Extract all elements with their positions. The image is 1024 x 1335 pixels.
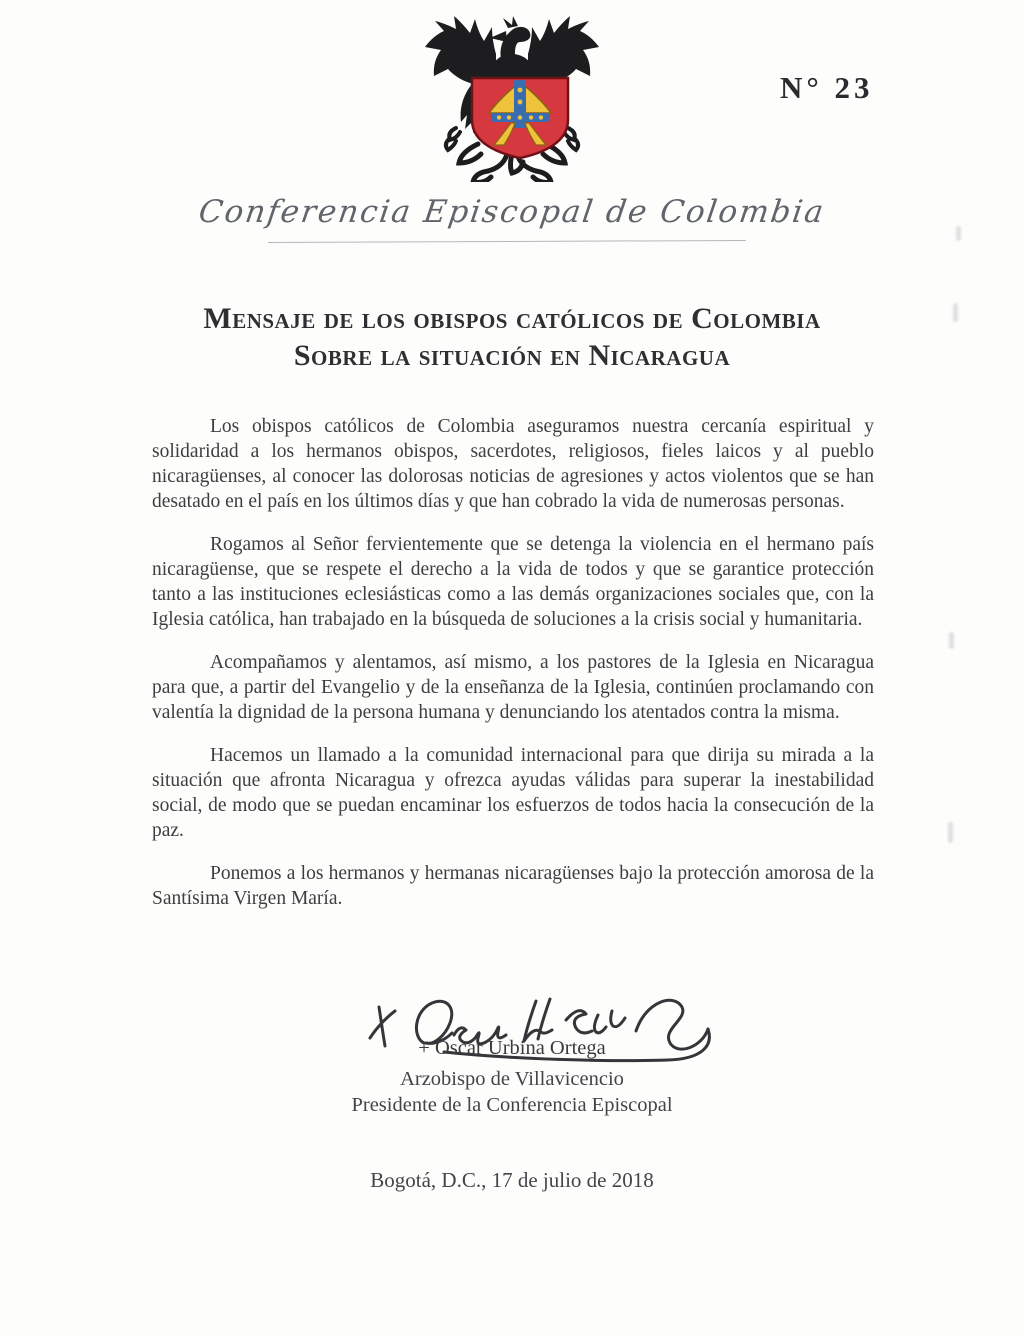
scan-artifact bbox=[956, 226, 961, 241]
condor-coat-of-arms-icon bbox=[414, 16, 610, 182]
letter-body bbox=[152, 414, 874, 929]
signature-role-president: Presidente de la Conferencia Episcopal bbox=[351, 1094, 673, 1116]
scan-artifact bbox=[948, 822, 953, 843]
paragraph-5: Ponemos a los hermanos y hermanas nicaragüenses bajo la protección amorosa de la Santísima Virgen María. bbox=[152, 863, 874, 909]
paragraph-2: Rogamos al Señor fervientemente que se detenga la violencia en el hermano país nicaragüense, que se respete el derecho a la vida de todos y que se garantice protección tanto a las instituciones eclesiásticas como a las demás organizaciones sociales que, con la Iglesia católica, han trabajado en la búsqueda de soluciones a la crisis social y humanitaria. bbox=[152, 534, 874, 630]
paragraph-1: Los obispos católicos de Colombia aseguramos nuestra cercanía espiritual y solidaridad a los hermanos obispos, sacerdotes, religiosos, fieles laicos y al pueblo nicaragüenses, al conocer las dolorosas noticias de agresiones y actos violentos que se han desatado en el país en los últimos días y que han cobrado la vida de numerosas personas. bbox=[152, 416, 874, 512]
signature-role-archbishop: Arzobispo de Villavicencio bbox=[400, 1068, 624, 1090]
shield bbox=[472, 78, 568, 158]
title-line-1: Mensaje de los obispos católicos de Colombia bbox=[203, 302, 821, 335]
paragraph-4: Hacemos un llamado a la comunidad internacional para que dirija su mirada a la situación que afronta Nicaragua y ofrezca ayudas válidas para superar la inestabilidad social, de modo que se puedan encaminar los esfuerzos de todos hacia la consecución de la paz. bbox=[152, 745, 874, 841]
letterhead-organization: Conferencia Episcopal de Colombia bbox=[196, 194, 828, 230]
paragraph-3: Acompañamos y alentamos, así mismo, a los pastores de la Iglesia en Nicaragua para que, a partir del Evangelio y de la enseñanza de la Iglesia, continúen proclamando con valentía la dignidad de la persona humana y denunciando los atentados contra la misma. bbox=[152, 652, 874, 723]
signature-name: + Oscar Urbina Ortega bbox=[418, 1037, 606, 1059]
dateline: Bogotá, D.C., 17 de julio de 2018 bbox=[370, 1168, 654, 1192]
document-number: N° 23 bbox=[780, 70, 874, 105]
scan-artifact bbox=[953, 303, 958, 322]
title-line-2: Sobre la situación en Nicaragua bbox=[293, 339, 731, 372]
scan-artifact bbox=[949, 632, 954, 649]
letterhead-flourish-line bbox=[268, 240, 746, 243]
page-title bbox=[0, 300, 1024, 374]
